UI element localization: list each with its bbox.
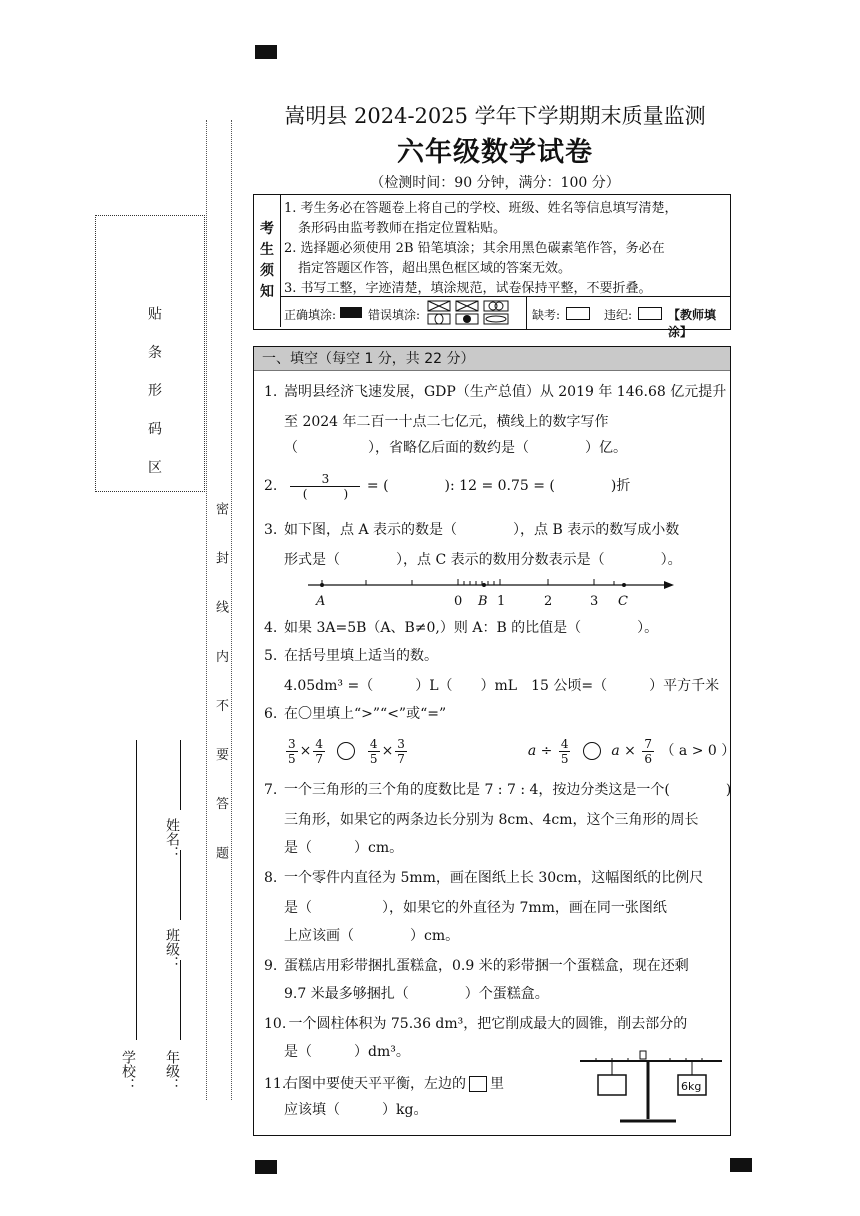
question-8-line2: 是（ ），如果它的外直径为 7mm，画在同一张图纸 [284,900,667,916]
violation-label: 违纪: [604,308,633,322]
fill-example-row [280,296,730,339]
notice-box [253,194,731,339]
label-0: 0 [454,594,463,609]
question-7: 7. 一个三角形的三个角的度数比是 7 : 7 : 4，按边分类这是一个( ) [264,782,732,798]
balance-scale-illustration [576,1047,726,1129]
alignment-marker-top [255,45,277,59]
school-label: 学校： [120,1050,136,1092]
notice-item: 指定答题区作答，超出黑色框区域的答案无效。 [298,261,572,276]
label-2: 2 [544,594,553,609]
question-8-line3: 上应该画（ ）cm。 [284,928,460,944]
number-line [304,575,684,615]
absent-label: 缺考: [532,308,561,322]
question-9-line2: 9.7 米最多够捆扎（ ）个蛋糕盒。 [284,986,549,1002]
question-1-line3: （ ），省略亿后面的数约是（ ）亿。 [284,440,627,456]
notice-items [284,199,726,299]
question-6: 6. 在〇里填上“>”“<”或“=” [264,706,447,722]
section-fill-in [253,346,736,1136]
wrong-fill-label: 错误填涂: [368,308,421,322]
label-1: 1 [497,594,506,609]
question-11-line2: 应该填（ ）kg。 [284,1102,428,1118]
alignment-marker-bottom-right [730,1158,752,1172]
label-A: A [316,594,326,609]
question-11: 11.右图中要使天平平衡，左边的 里 [264,1076,504,1092]
correct-fill-label: 正确填涂: [284,308,337,322]
question-9: 9. 蛋糕店用彩带捆扎蛋糕盒，0.9 米的彩带捆一个蛋糕盒，现在还剩 [264,958,689,974]
label-B: B [478,594,488,609]
question-6-expressions: $\frac{3}{5}$ × $\frac{4}{7}$ $\frac{4}{5}$ × $\frac{3}{7}$ a ÷ $\frac{4}{5}$ a × $\frac{7}{6}$ （ a > 0 ） [288,736,736,766]
notice-item: 2. 选择题必须使用 2B 铅笔填涂；其余用黑色碳素笔作答，务必在 [284,241,665,256]
question-2: 2. $\frac{3}{( )}$ = ( ): 12 = 0.75 = ( )折 [264,471,631,501]
question-5-line2: 4.05dm³ =（ ）L（ ）mL 15 公顷=（ ）平方千米 [284,678,720,694]
wrong-fill-samples [426,299,516,327]
notice-label: 考 生 须 知 [254,195,281,327]
question-10: 10. 一个圆柱体积为 75.36 dm³，把它削成最大的圆锥，削去部分的 [264,1016,688,1032]
question-7-line2: 三角形，如果它的两条边长分别为 8cm、4cm，这个三角形的周长 [284,812,699,828]
question-3: 3. 如下图，点 A 表示的数是（ ），点 B 表示的数写成小数 [264,522,680,538]
name-field[interactable] [180,740,181,810]
alignment-marker-bottom-left [255,1160,277,1174]
weight-label: 6kg [681,1080,702,1093]
exam-subject: 六年级数学试卷 [397,137,593,168]
correct-fill-sample [340,307,362,318]
school-field[interactable] [136,740,137,1040]
fraction: $\frac{3}{( )}$ [290,472,360,501]
answer-square[interactable] [469,1076,487,1092]
teacher-fill-label: 【教师填涂】 [668,308,717,339]
question-10-line2: 是（ ）dm³。 [284,1044,410,1060]
notice-item: 3. 书写工整，字迹清楚，填涂规范，试卷保持平整，不要折叠。 [284,281,652,296]
section-heading: 一、填空（每空 1 分，共 22 分） [254,347,730,371]
binding-line-left [206,120,207,1100]
compare-circle-1[interactable] [337,742,355,760]
class-field[interactable] [180,850,181,920]
question-1-line2: 至 2024 年二百一十点二七亿元，横线上的数字写作 [284,414,609,430]
class-label: 班级： [164,928,180,970]
question-1: 1. 嵩明县经济飞速发展，GDP（生产总值）从 2019 年 146.68 亿元提升 [264,384,727,400]
exam-info: （检测时间：90 分钟，满分：100 分） [370,175,620,191]
label-C: C [618,594,628,609]
question-3-line2: 形式是（ ），点 C 表示的数用分数表示是（ ）。 [284,552,682,568]
exam-title: 嵩明县 2024-2025 学年下学期期末质量监测 [284,104,706,128]
label-3: 3 [590,594,599,609]
barcode-area: 贴 条 形 码 区 [95,215,205,492]
question-8: 8. 一个零件内直径为 5mm，画在图纸上长 30cm，这幅图纸的比例尺 [264,870,704,886]
question-7-line3: 是（ ）cm。 [284,840,404,856]
grade-field[interactable] [180,960,181,1040]
notice-item: 1. 考生务必在答题卷上将自己的学校、班级、姓名等信息填写清楚， [284,201,678,216]
grade-label: 年级： [164,1050,180,1092]
seal-line-text: 密 封 线 内 不 要 答 题 [213,502,228,875]
binding-line-right [231,120,232,1100]
violation-box[interactable] [638,307,662,320]
question-5: 5. 在括号里填上适当的数。 [264,648,438,664]
notice-item: 条形码由监考教师在指定位置粘贴。 [298,221,507,236]
name-label: 姓名： [164,818,180,860]
compare-circle-2[interactable] [583,742,601,760]
absent-box[interactable] [566,307,590,320]
question-4: 4. 如果 3A=5B（A、B≠0,）则 A：B 的比值是（ ）。 [264,620,659,636]
